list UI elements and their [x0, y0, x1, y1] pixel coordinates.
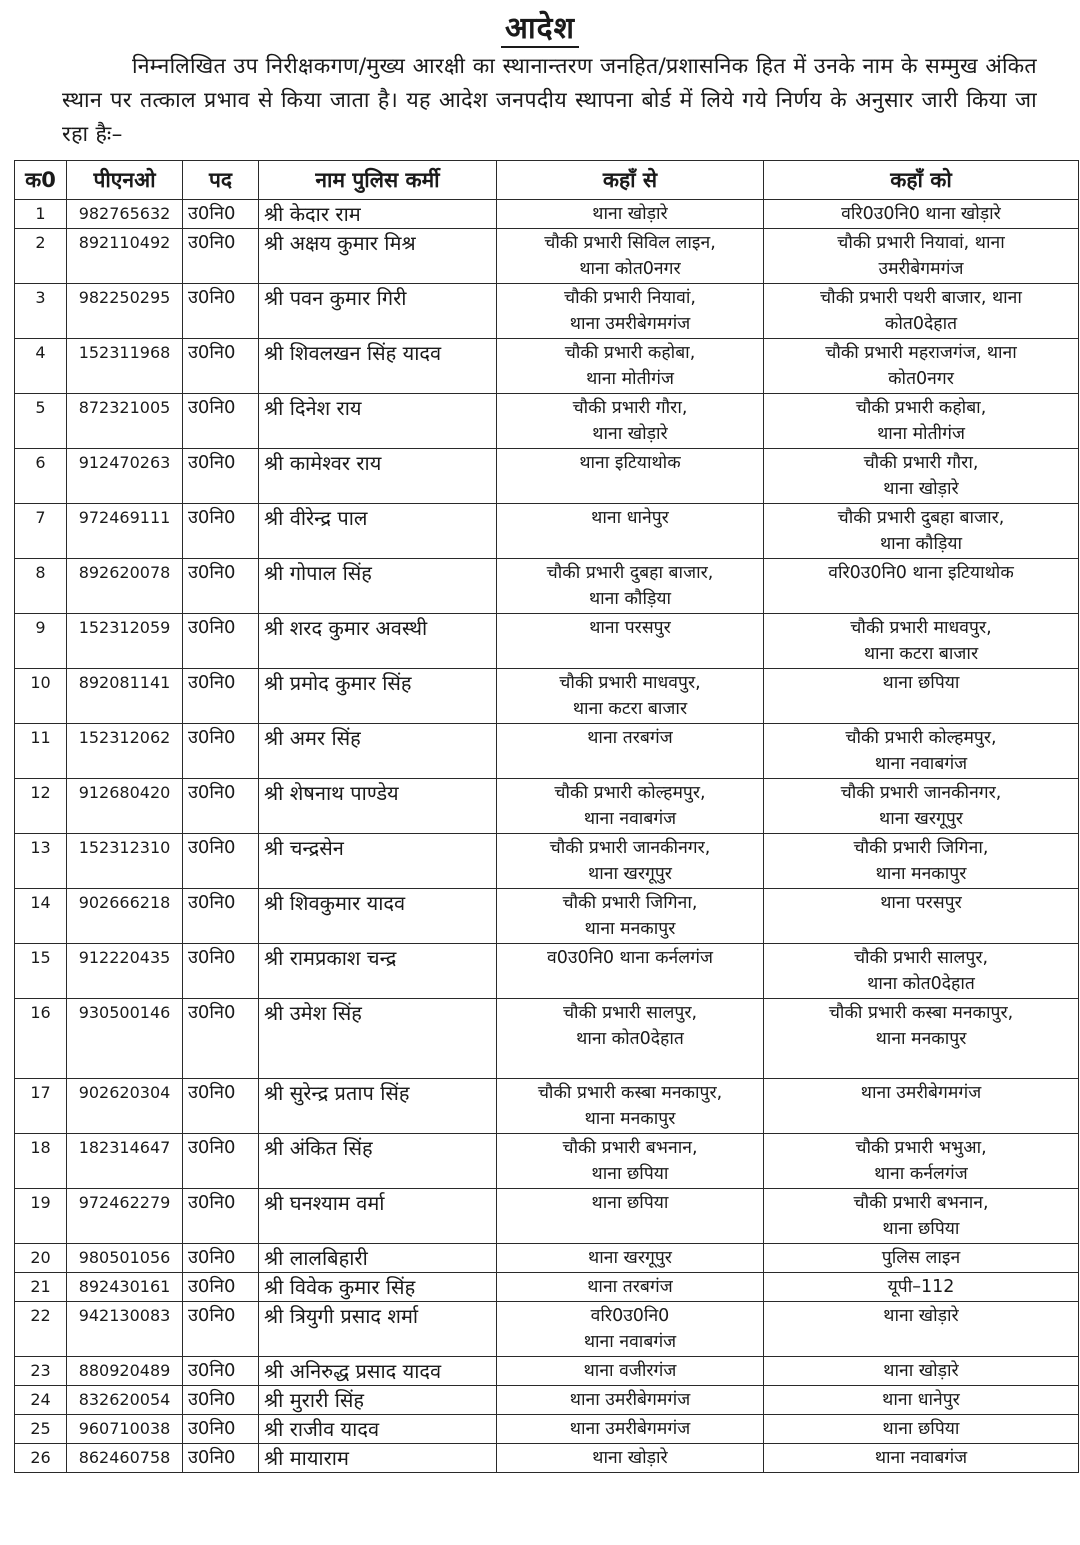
to-location-line: कोत0देहात	[884, 314, 958, 334]
from-location-line: थाना खोड़ारे	[592, 424, 668, 444]
header-pad: पद	[183, 161, 259, 200]
to-location-line: थाना उमरीबेगमगंज	[860, 1083, 982, 1103]
pno-cell: 152312059	[67, 614, 183, 669]
from-location-cell	[497, 1079, 764, 1134]
serial-cell: 25	[15, 1415, 67, 1444]
to-location-line: थाना कोत0देहात	[867, 974, 975, 994]
to-location-cell	[764, 834, 1079, 889]
to-location-line: थाना छपिया	[882, 1219, 960, 1239]
table-row	[15, 1444, 1079, 1473]
table-row	[15, 1302, 1079, 1357]
to-location-line: चौकी प्रभारी कहोबा,	[855, 398, 987, 418]
from-location-line: चौकी प्रभारी जानकीनगर,	[549, 838, 711, 858]
from-location-cell	[497, 339, 764, 394]
to-location-cell	[764, 669, 1079, 724]
from-location-line: थाना इटियाथोक	[579, 453, 681, 473]
to-location-line: वरि0उ0नि0 थाना खोड़ारे	[841, 204, 1001, 224]
to-location-line: थाना छपिया	[882, 1419, 960, 1439]
to-location-line: चौकी प्रभारी माधवपुर,	[850, 618, 992, 638]
serial-cell: 21	[15, 1273, 67, 1302]
pno-cell: 892430161	[67, 1273, 183, 1302]
to-location-line: थाना कौड़िया	[879, 534, 963, 554]
from-location-line: थाना खरगूपुर	[588, 864, 672, 884]
from-location-cell	[497, 449, 764, 504]
to-location-cell	[764, 1386, 1079, 1415]
to-location-cell	[764, 779, 1079, 834]
to-location-line: चौकी प्रभारी दुबहा बाजार,	[837, 508, 1005, 528]
header-serial: क0	[15, 161, 67, 200]
from-location-cell	[497, 1244, 764, 1273]
rank-cell: उ0नि0	[183, 1189, 259, 1244]
to-location-cell	[764, 200, 1079, 229]
to-location-cell	[764, 1273, 1079, 1302]
table-row	[15, 229, 1079, 284]
officer-name-cell: श्री शिवकुमार यादव	[259, 889, 497, 944]
table-row	[15, 200, 1079, 229]
pno-cell: 912220435	[67, 944, 183, 999]
table-row	[15, 1079, 1079, 1134]
table-row	[15, 1386, 1079, 1415]
from-location-line: थाना खोड़ारे	[592, 1448, 668, 1468]
serial-cell: 4	[15, 339, 67, 394]
to-location-cell	[764, 1244, 1079, 1273]
table-row	[15, 284, 1079, 339]
from-location-line: चौकी प्रभारी सिविल लाइन,	[544, 233, 716, 253]
pno-cell: 912470263	[67, 449, 183, 504]
from-location-line: थाना कोत0नगर	[579, 259, 681, 279]
table-row	[15, 944, 1079, 999]
pno-cell: 972462279	[67, 1189, 183, 1244]
to-location-line: यूपी–112	[887, 1277, 955, 1297]
officer-name-cell: श्री शरद कुमार अवस्थी	[259, 614, 497, 669]
from-location-line: चौकी प्रभारी कस्बा मनकापुर,	[537, 1083, 723, 1103]
serial-cell: 18	[15, 1134, 67, 1189]
from-location-line: थाना नवाबगंज	[583, 1332, 677, 1352]
rank-cell: उ0नि0	[183, 779, 259, 834]
from-location-cell	[497, 229, 764, 284]
table-row	[15, 559, 1079, 614]
to-location-line: चौकी प्रभारी बभनान,	[853, 1193, 989, 1213]
rank-cell: उ0नि0	[183, 1357, 259, 1386]
serial-cell: 8	[15, 559, 67, 614]
officer-name-cell: श्री शेषनाथ पाण्डेय	[259, 779, 497, 834]
to-location-line: थाना मोतीगंज	[877, 424, 965, 444]
to-location-line: थाना मनकापुर	[875, 864, 967, 884]
rank-cell: उ0नि0	[183, 1079, 259, 1134]
officer-name-cell: श्री अंकित सिंह	[259, 1134, 497, 1189]
to-location-cell	[764, 614, 1079, 669]
table-row	[15, 669, 1079, 724]
document-title	[0, 6, 1080, 47]
to-location-line: चौकी प्रभारी सालपुर,	[853, 948, 989, 968]
table-row	[15, 889, 1079, 944]
to-location-line: थाना खोड़ारे	[883, 1306, 959, 1326]
rank-cell: उ0नि0	[183, 1273, 259, 1302]
serial-cell: 19	[15, 1189, 67, 1244]
from-location-cell	[497, 1415, 764, 1444]
rank-cell: उ0नि0	[183, 834, 259, 889]
to-location-line: चौकी प्रभारी नियावां, थाना	[837, 233, 1005, 253]
to-location-line: थाना कटरा बाजार	[863, 644, 979, 664]
rank-cell: उ0नि0	[183, 999, 259, 1079]
to-location-cell	[764, 1134, 1079, 1189]
serial-cell: 2	[15, 229, 67, 284]
from-location-line: थाना कटरा बाजार	[572, 699, 688, 719]
table-row	[15, 779, 1079, 834]
pno-cell: 902666218	[67, 889, 183, 944]
to-location-line: थाना खरगूपुर	[879, 809, 963, 829]
serial-cell: 1	[15, 200, 67, 229]
from-location-cell	[497, 724, 764, 779]
pno-cell: 152311968	[67, 339, 183, 394]
table-row	[15, 339, 1079, 394]
officer-name-cell: श्री रामप्रकाश चन्द्र	[259, 944, 497, 999]
to-location-line: चौकी प्रभारी जानकीनगर,	[840, 783, 1002, 803]
pno-cell: 960710038	[67, 1415, 183, 1444]
table-header-row	[15, 161, 1079, 200]
rank-cell: उ0नि0	[183, 669, 259, 724]
from-location-line: चौकी प्रभारी गौरा,	[572, 398, 688, 418]
pno-cell: 152312062	[67, 724, 183, 779]
from-location-line: थाना छपिया	[591, 1193, 669, 1213]
serial-cell: 10	[15, 669, 67, 724]
table-row	[15, 999, 1079, 1079]
pno-cell: 942130083	[67, 1302, 183, 1357]
officer-name-cell: श्री अमर सिंह	[259, 724, 497, 779]
from-location-line: थाना उमरीबेगमगंज	[569, 1390, 691, 1410]
officer-name-cell: श्री उमेश सिंह	[259, 999, 497, 1079]
from-location-cell	[497, 1189, 764, 1244]
to-location-cell	[764, 504, 1079, 559]
from-location-line: व0उ0नि0 थाना कर्नलगंज	[547, 948, 713, 968]
pno-cell: 182314647	[67, 1134, 183, 1189]
rank-cell: उ0नि0	[183, 1244, 259, 1273]
from-location-line: चौकी प्रभारी माधवपुर,	[559, 673, 701, 693]
intro-paragraph: निम्नलिखित उप निरीक्षकगण/मुख्य आरक्षी का स्थानान्तरण जनहित/प्रशासनिक हित में उनके नाम के सम्मुख अंकित स्थान पर तत्काल प्रभाव से किया जाता है। यह आदेश जनपदीय स्थापना बोर्ड में लिये गये निर्णय के अनुसार जारी किया जा रहा हैः–	[62, 54, 1037, 147]
officer-name-cell: श्री दिनेश राय	[259, 394, 497, 449]
to-location-line: थाना परसपुर	[880, 893, 962, 913]
serial-cell: 3	[15, 284, 67, 339]
from-location-line: चौकी प्रभारी कहोबा,	[564, 343, 696, 363]
officer-name-cell: श्री चन्द्रसेन	[259, 834, 497, 889]
header-from: कहाँ से	[497, 161, 764, 200]
from-location-cell	[497, 1357, 764, 1386]
pno-cell: 982250295	[67, 284, 183, 339]
header-name: नाम पुलिस कर्मी	[259, 161, 497, 200]
from-location-line: चौकी प्रभारी कोल्हमपुर,	[554, 783, 706, 803]
from-location-cell	[497, 200, 764, 229]
from-location-cell	[497, 504, 764, 559]
to-location-line: उमरीबेगमगंज	[878, 259, 964, 279]
serial-cell: 14	[15, 889, 67, 944]
serial-cell: 9	[15, 614, 67, 669]
table-row	[15, 1357, 1079, 1386]
pno-cell: 982765632	[67, 200, 183, 229]
from-location-line: चौकी प्रभारी बभनान,	[562, 1138, 698, 1158]
officer-name-cell: श्री राजीव यादव	[259, 1415, 497, 1444]
to-location-line: चौकी प्रभारी भभुआ,	[855, 1138, 987, 1158]
serial-cell: 20	[15, 1244, 67, 1273]
to-location-line: चौकी प्रभारी जिगिना,	[853, 838, 989, 858]
pno-cell: 912680420	[67, 779, 183, 834]
pno-cell: 832620054	[67, 1386, 183, 1415]
from-location-line: चौकी प्रभारी जिगिना,	[562, 893, 698, 913]
table-row	[15, 724, 1079, 779]
pno-cell: 902620304	[67, 1079, 183, 1134]
from-location-line: थाना खोड़ारे	[592, 204, 668, 224]
rank-cell: उ0नि0	[183, 229, 259, 284]
from-location-cell	[497, 394, 764, 449]
to-location-cell	[764, 1079, 1079, 1134]
serial-cell: 12	[15, 779, 67, 834]
rank-cell: उ0नि0	[183, 1444, 259, 1473]
rank-cell: उ0नि0	[183, 284, 259, 339]
rank-cell: उ0नि0	[183, 724, 259, 779]
to-location-line: थाना नवाबगंज	[874, 754, 968, 774]
from-location-cell	[497, 614, 764, 669]
to-location-cell	[764, 559, 1079, 614]
serial-cell: 11	[15, 724, 67, 779]
rank-cell: उ0नि0	[183, 200, 259, 229]
officer-name-cell: श्री शिवलखन सिंह यादव	[259, 339, 497, 394]
to-location-cell	[764, 449, 1079, 504]
rank-cell: उ0नि0	[183, 944, 259, 999]
to-location-cell	[764, 1415, 1079, 1444]
from-location-line: थाना मनकापुर	[584, 919, 676, 939]
serial-cell: 26	[15, 1444, 67, 1473]
table-row	[15, 614, 1079, 669]
to-location-line: चौकी प्रभारी गौरा,	[863, 453, 979, 473]
from-location-line: थाना मनकापुर	[584, 1109, 676, 1129]
from-location-line: चौकी प्रभारी दुबहा बाजार,	[546, 563, 714, 583]
from-location-line: थाना नवाबगंज	[583, 809, 677, 829]
from-location-cell	[497, 1134, 764, 1189]
serial-cell: 6	[15, 449, 67, 504]
to-location-line: चौकी प्रभारी पथरी बाजार, थाना	[820, 288, 1022, 308]
rank-cell: उ0नि0	[183, 1302, 259, 1357]
officer-name-cell: श्री वीरेन्द्र पाल	[259, 504, 497, 559]
rank-cell: उ0नि0	[183, 504, 259, 559]
from-location-cell	[497, 1444, 764, 1473]
serial-cell: 13	[15, 834, 67, 889]
to-location-cell	[764, 1357, 1079, 1386]
table-row	[15, 449, 1079, 504]
to-location-line: चौकी प्रभारी महराजगंज, थाना	[825, 343, 1017, 363]
from-location-line: थाना कोत0देहात	[576, 1029, 684, 1049]
from-location-line: थाना परसपुर	[589, 618, 671, 638]
to-location-line: थाना नवाबगंज	[874, 1448, 968, 1468]
to-location-line: थाना मनकापुर	[875, 1029, 967, 1049]
from-location-cell	[497, 669, 764, 724]
from-location-line: चौकी प्रभारी सालपुर,	[562, 1003, 698, 1023]
from-location-cell	[497, 889, 764, 944]
to-location-cell	[764, 999, 1079, 1079]
serial-cell: 15	[15, 944, 67, 999]
to-location-cell	[764, 1189, 1079, 1244]
serial-cell: 7	[15, 504, 67, 559]
from-location-line: थाना खरगूपुर	[588, 1248, 672, 1268]
pno-cell: 152312310	[67, 834, 183, 889]
to-location-cell	[764, 229, 1079, 284]
to-location-line: थाना खोड़ारे	[883, 479, 959, 499]
to-location-cell	[764, 339, 1079, 394]
from-location-line: थाना तरबगंज	[587, 728, 673, 748]
from-location-line: चौकी प्रभारी नियावां,	[564, 288, 696, 308]
table-row	[15, 1134, 1079, 1189]
from-location-cell	[497, 1302, 764, 1357]
serial-cell: 17	[15, 1079, 67, 1134]
to-location-cell	[764, 944, 1079, 999]
rank-cell: उ0नि0	[183, 614, 259, 669]
from-location-cell	[497, 999, 764, 1079]
from-location-line: थाना उमरीबेगमगंज	[569, 314, 691, 334]
to-location-line: थाना धानेपुर	[882, 1390, 960, 1410]
to-location-line: थाना छपिया	[882, 673, 960, 693]
document-title-text: आदेश	[501, 11, 579, 48]
from-location-cell	[497, 1386, 764, 1415]
table-row	[15, 394, 1079, 449]
pno-cell: 880920489	[67, 1357, 183, 1386]
to-location-cell	[764, 284, 1079, 339]
rank-cell: उ0नि0	[183, 889, 259, 944]
to-location-cell	[764, 1444, 1079, 1473]
pno-cell: 892081141	[67, 669, 183, 724]
pno-cell: 892110492	[67, 229, 183, 284]
serial-cell: 22	[15, 1302, 67, 1357]
from-location-line: थाना तरबगंज	[587, 1277, 673, 1297]
officer-name-cell: श्री मुरारी सिंह	[259, 1386, 497, 1415]
from-location-line: थाना मोतीगंज	[586, 369, 674, 389]
pno-cell: 862460758	[67, 1444, 183, 1473]
to-location-cell	[764, 724, 1079, 779]
from-location-line: थाना वजीरगंज	[583, 1361, 677, 1381]
officer-name-cell: श्री विवेक कुमार सिंह	[259, 1273, 497, 1302]
from-location-line: वरि0उ0नि0	[590, 1306, 670, 1326]
table-row	[15, 1244, 1079, 1273]
from-location-line: थाना कौड़िया	[588, 589, 672, 609]
rank-cell: उ0नि0	[183, 559, 259, 614]
from-location-cell	[497, 284, 764, 339]
from-location-cell	[497, 559, 764, 614]
pno-cell: 972469111	[67, 504, 183, 559]
officer-name-cell: श्री प्रमोद कुमार सिंह	[259, 669, 497, 724]
to-location-cell	[764, 889, 1079, 944]
officer-name-cell: श्री मायाराम	[259, 1444, 497, 1473]
to-location-line: चौकी प्रभारी कोल्हमपुर,	[845, 728, 997, 748]
from-location-line: थाना धानेपुर	[591, 508, 669, 528]
table-body	[15, 200, 1079, 1473]
rank-cell: उ0नि0	[183, 1386, 259, 1415]
officer-name-cell: श्री सुरेन्द्र प्रताप सिंह	[259, 1079, 497, 1134]
rank-cell: उ0नि0	[183, 339, 259, 394]
rank-cell: उ0नि0	[183, 449, 259, 504]
table-row	[15, 1189, 1079, 1244]
officer-name-cell: श्री गोपाल सिंह	[259, 559, 497, 614]
from-location-cell	[497, 779, 764, 834]
officer-name-cell: श्री पवन कुमार गिरी	[259, 284, 497, 339]
from-location-cell	[497, 944, 764, 999]
pno-cell: 930500146	[67, 999, 183, 1079]
officer-name-cell: श्री लालबिहारी	[259, 1244, 497, 1273]
serial-cell: 24	[15, 1386, 67, 1415]
serial-cell: 5	[15, 394, 67, 449]
serial-cell: 16	[15, 999, 67, 1079]
to-location-cell	[764, 394, 1079, 449]
table-row	[15, 504, 1079, 559]
to-location-line: चौकी प्रभारी कस्बा मनकापुर,	[828, 1003, 1014, 1023]
to-location-cell	[764, 1302, 1079, 1357]
officer-name-cell: श्री अक्षय कुमार मिश्र	[259, 229, 497, 284]
from-location-line: थाना उमरीबेगमगंज	[569, 1419, 691, 1439]
pno-cell: 980501056	[67, 1244, 183, 1273]
pno-cell: 872321005	[67, 394, 183, 449]
header-pno: पीएनओ	[67, 161, 183, 200]
from-location-cell	[497, 1273, 764, 1302]
serial-cell: 23	[15, 1357, 67, 1386]
officer-name-cell: श्री त्रियुगी प्रसाद शर्मा	[259, 1302, 497, 1357]
transfer-table	[14, 160, 1079, 1473]
table-row	[15, 1273, 1079, 1302]
to-location-line: कोत0नगर	[888, 369, 954, 389]
to-location-line: पुलिस लाइन	[881, 1248, 961, 1268]
rank-cell: उ0नि0	[183, 1134, 259, 1189]
to-location-line: थाना खोड़ारे	[883, 1361, 959, 1381]
table-row	[15, 834, 1079, 889]
to-location-line: थाना कर्नलगंज	[874, 1164, 968, 1184]
rank-cell: उ0नि0	[183, 394, 259, 449]
from-location-cell	[497, 834, 764, 889]
table-row	[15, 1415, 1079, 1444]
officer-name-cell: श्री कामेश्वर राय	[259, 449, 497, 504]
from-location-line: थाना छपिया	[591, 1164, 669, 1184]
officer-name-cell: श्री केदार राम	[259, 200, 497, 229]
officer-name-cell: श्री घनश्याम वर्मा	[259, 1189, 497, 1244]
pno-cell: 892620078	[67, 559, 183, 614]
officer-name-cell: श्री अनिरुद्ध प्रसाद यादव	[259, 1357, 497, 1386]
rank-cell: उ0नि0	[183, 1415, 259, 1444]
header-to: कहाँ को	[764, 161, 1079, 200]
to-location-line: वरि0उ0नि0 थाना इटियाथोक	[828, 563, 1014, 583]
